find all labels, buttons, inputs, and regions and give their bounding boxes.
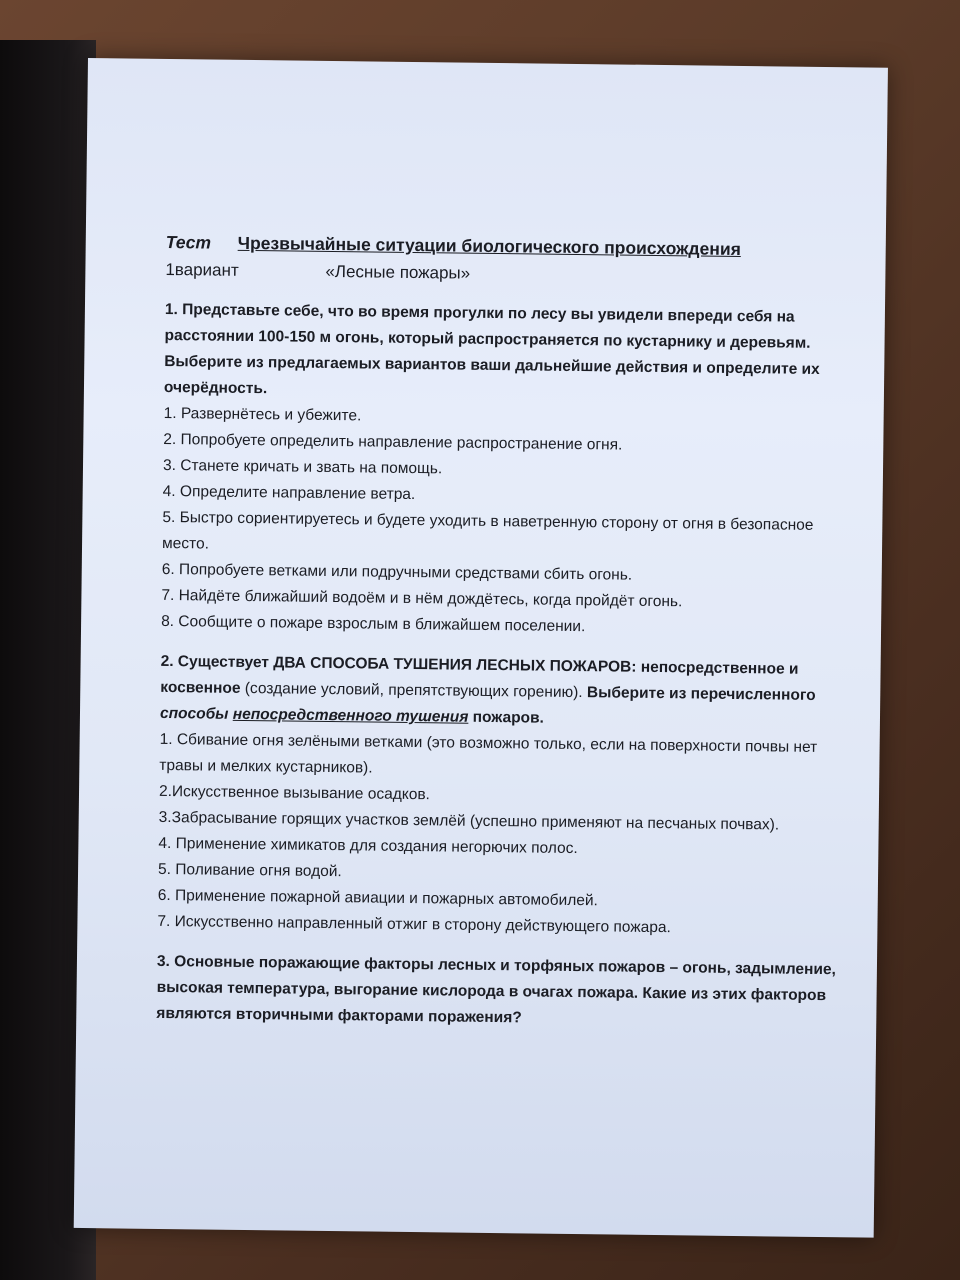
q1-option: 4. Определите направление ветра. <box>162 482 416 504</box>
q1-option: 5. Быстро сориентируетесь и будете уходить в наветренную сторону от огня в безопасное место. <box>161 508 814 553</box>
q2-text-6: непосредственного тушения <box>232 705 469 726</box>
q2-text-1: 2. Существует ДВА СПОСОБА ТУШЕНИЯ ЛЕСНЫХ ПОЖАРОВ: непосредственное и косвенное <box>160 652 799 697</box>
document-content <box>156 229 856 1035</box>
question-3: 3. Основные поражающие факторы лесных и торфяных пожаров – огонь, задымление, высокая температура, выгорание кислорода в очагах пожара. Какие из этих факторов являются вторичными факторами поражения? <box>156 952 836 1027</box>
q1-option: 2. Попробуете определить направление распространение огня. <box>163 430 623 454</box>
subtitle: «Лесные пожары» <box>325 261 471 283</box>
q2-text-4: способы <box>159 704 229 723</box>
q2-text-2: (создание условий, препятствующих горению). <box>244 679 583 702</box>
q2-option: 1. Сбивание огня зелёными ветками (это возможно только, если на поверхности почвы нет травы и мелких кустарников). <box>159 730 818 777</box>
q1-option: 1. Развернётесь и убежите. <box>163 404 362 425</box>
question-1: 1. Представьте себе, что во время прогулки по лесу вы увидели впереди себя на расстоянии 100-150 м огонь, который распространяется по кустарнику и деревьям. Выберите из предлагаемых вариантов ваши дальнейшие действия и определите их очерёдность. <box>163 300 820 398</box>
document-title: Чрезвычайные ситуации биологического происхождения <box>237 232 742 259</box>
q1-option: 3. Станете кричать и звать на помощь. <box>162 456 443 478</box>
q2-option: 5. Поливание огня водой. <box>157 860 342 881</box>
q2-option: 3.Забрасывание горящих участков землёй (успешно применяют на песчаных почвах). <box>158 808 780 834</box>
q2-option: 2.Искусственное вызывание осадков. <box>158 782 431 804</box>
q1-option: 6. Попробуете ветками или подручными средствами сбить огонь. <box>161 560 633 584</box>
q2-text-3: Выберите из перечисленного <box>582 684 816 704</box>
q2-option: 6. Применение пожарной авиации и пожарных автомобилей. <box>157 886 599 910</box>
q1-option: 7. Найдёте ближайший водоём и в нём дождётесь, когда пройдёт огонь. <box>161 586 683 611</box>
q2-text-7: пожаров. <box>468 708 545 727</box>
q2-option: 4. Применение химикатов для создания негорючих полос. <box>158 834 578 858</box>
test-label: Тест <box>165 231 212 253</box>
variant-row <box>165 257 855 305</box>
question-2 <box>160 649 851 735</box>
paper-sheet <box>74 58 888 1238</box>
variant-label: 1вариант <box>165 259 239 280</box>
q1-option: 8. Сообщите о пожаре взрослым в ближайшем поселении. <box>161 612 586 636</box>
q2-option: 7. Искусственно направленный отжиг в сторону действующего пожара. <box>157 912 671 937</box>
